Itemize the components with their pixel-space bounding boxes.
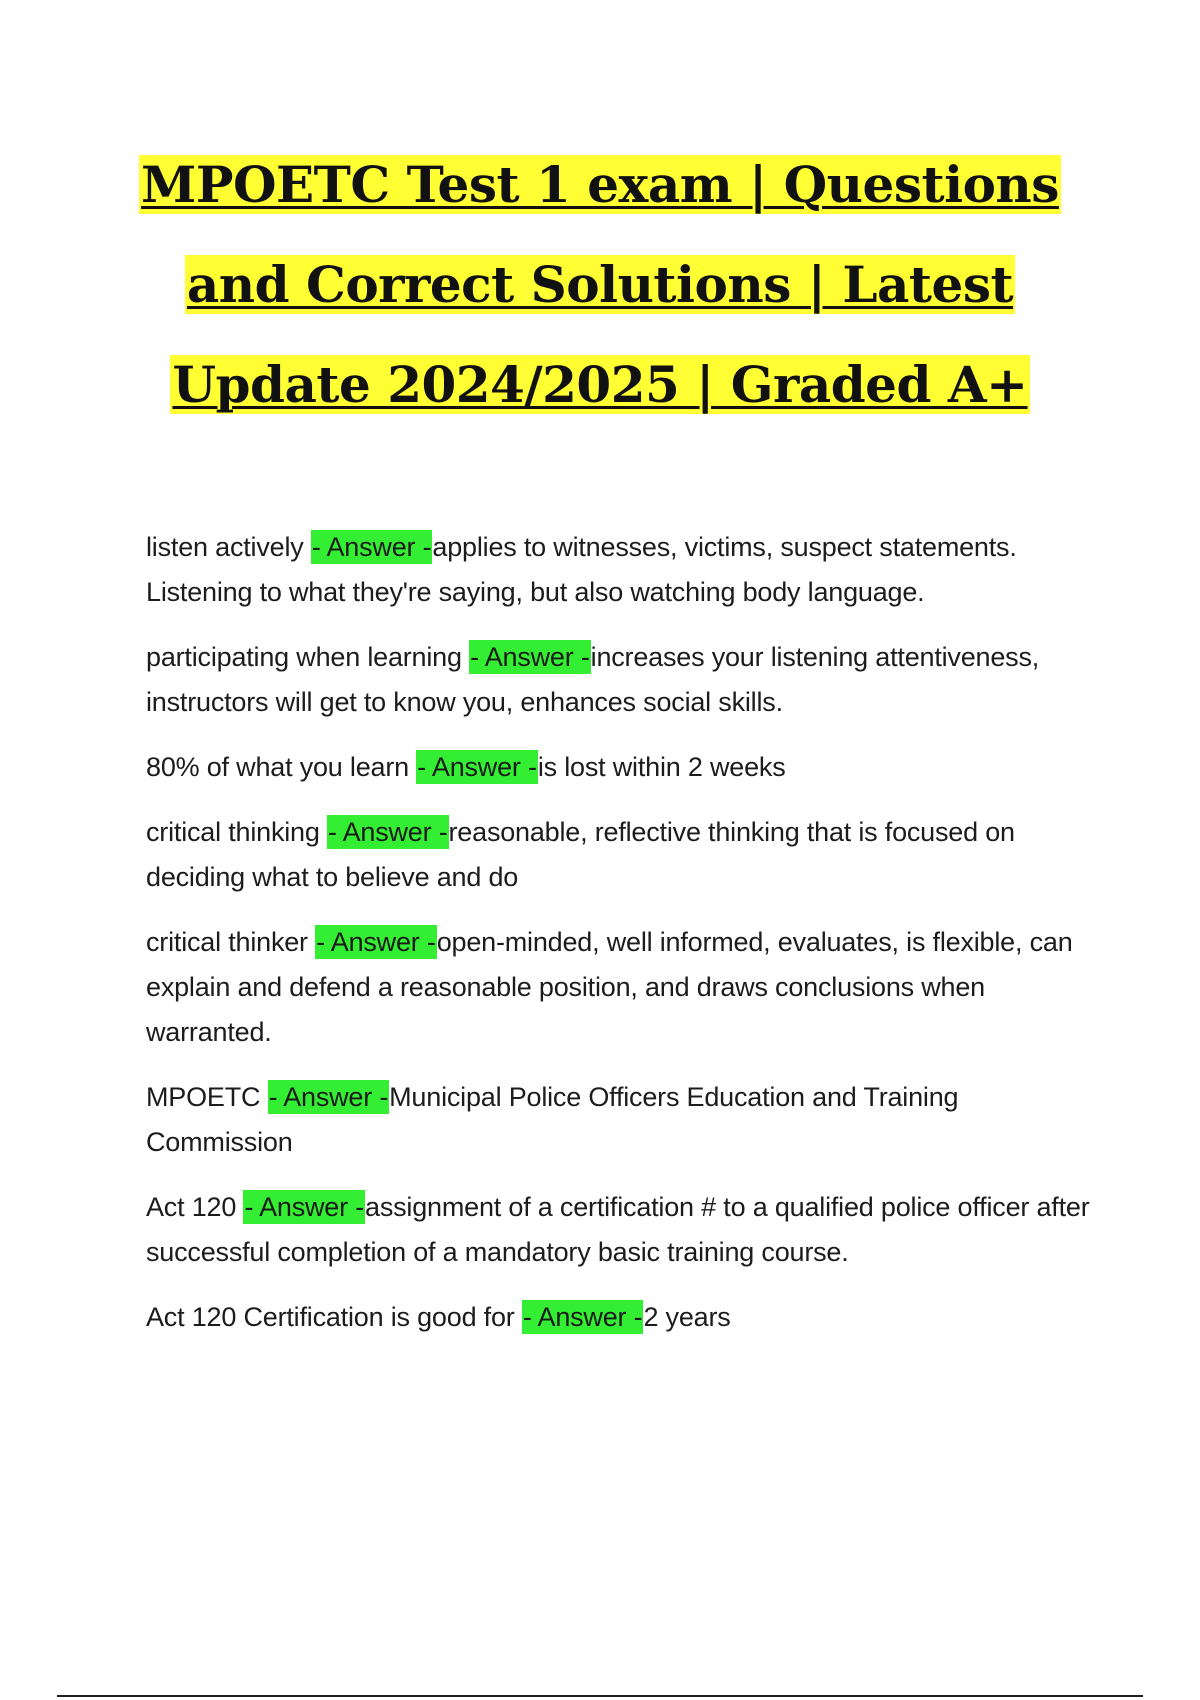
qa-item — [146, 920, 1106, 1055]
qa-answer: reasonable, reflective thinking that is focused on deciding what to believe and do — [146, 817, 1015, 892]
document-title — [100, 135, 1100, 435]
answer-marker: - Answer - — [316, 927, 436, 957]
title-line — [100, 335, 1100, 435]
qa-item — [146, 1185, 1106, 1275]
qa-term: 80% of what you learn — [146, 752, 417, 782]
qa-item — [146, 1075, 1106, 1165]
qa-item — [146, 810, 1106, 900]
qa-answer: applies to witnesses, victims, suspect statements. Listening to what they're saying, but also watching body language. — [146, 532, 1017, 607]
qa-answer: is lost within 2 weeks — [537, 752, 786, 782]
qa-answer: assignment of a certification # to a qualified police officer after successful completion of a mandatory basic training course. — [146, 1192, 1090, 1267]
qa-answer: Municipal Police Officers Education and Training Commission — [146, 1082, 959, 1157]
title-line — [100, 235, 1100, 335]
qa-term: MPOETC — [146, 1082, 268, 1112]
qa-term: Act 120 Certification is good for — [146, 1302, 522, 1332]
answer-marker: - Answer - — [268, 1082, 389, 1112]
answer-marker: - Answer - — [522, 1302, 643, 1332]
title-line — [100, 135, 1100, 235]
answer-marker: - Answer - — [311, 532, 432, 562]
qa-term: listen actively — [146, 532, 311, 562]
answer-marker: - Answer - — [417, 752, 537, 782]
qa-item — [146, 1295, 1106, 1340]
answer-marker: - Answer - — [244, 1192, 364, 1222]
qa-term: critical thinker — [146, 927, 316, 957]
qa-item — [146, 525, 1106, 615]
title-line-text: and Correct Solutions | Latest — [186, 255, 1014, 314]
footer-divider — [57, 1695, 1143, 1697]
qa-item — [146, 635, 1106, 725]
qa-answer: 2 years — [643, 1302, 731, 1332]
answer-marker: - Answer - — [470, 642, 590, 672]
qa-list — [146, 525, 1106, 1360]
title-line-text: Update 2024/2025 | Graded A+ — [172, 355, 1028, 414]
qa-term: Act 120 — [146, 1192, 244, 1222]
qa-term: participating when learning — [146, 642, 470, 672]
answer-marker: - Answer - — [327, 817, 448, 847]
title-line-text: MPOETC Test 1 exam | Questions — [141, 155, 1059, 214]
qa-answer: open-minded, well informed, evaluates, is flexible, can explain and defend a reasonable position, and draws conclusions when warranted. — [146, 927, 1073, 1047]
qa-term: critical thinking — [146, 817, 327, 847]
qa-item — [146, 745, 1106, 790]
qa-answer: increases your listening attentiveness, instructors will get to know you, enhances social skills. — [146, 642, 1040, 717]
